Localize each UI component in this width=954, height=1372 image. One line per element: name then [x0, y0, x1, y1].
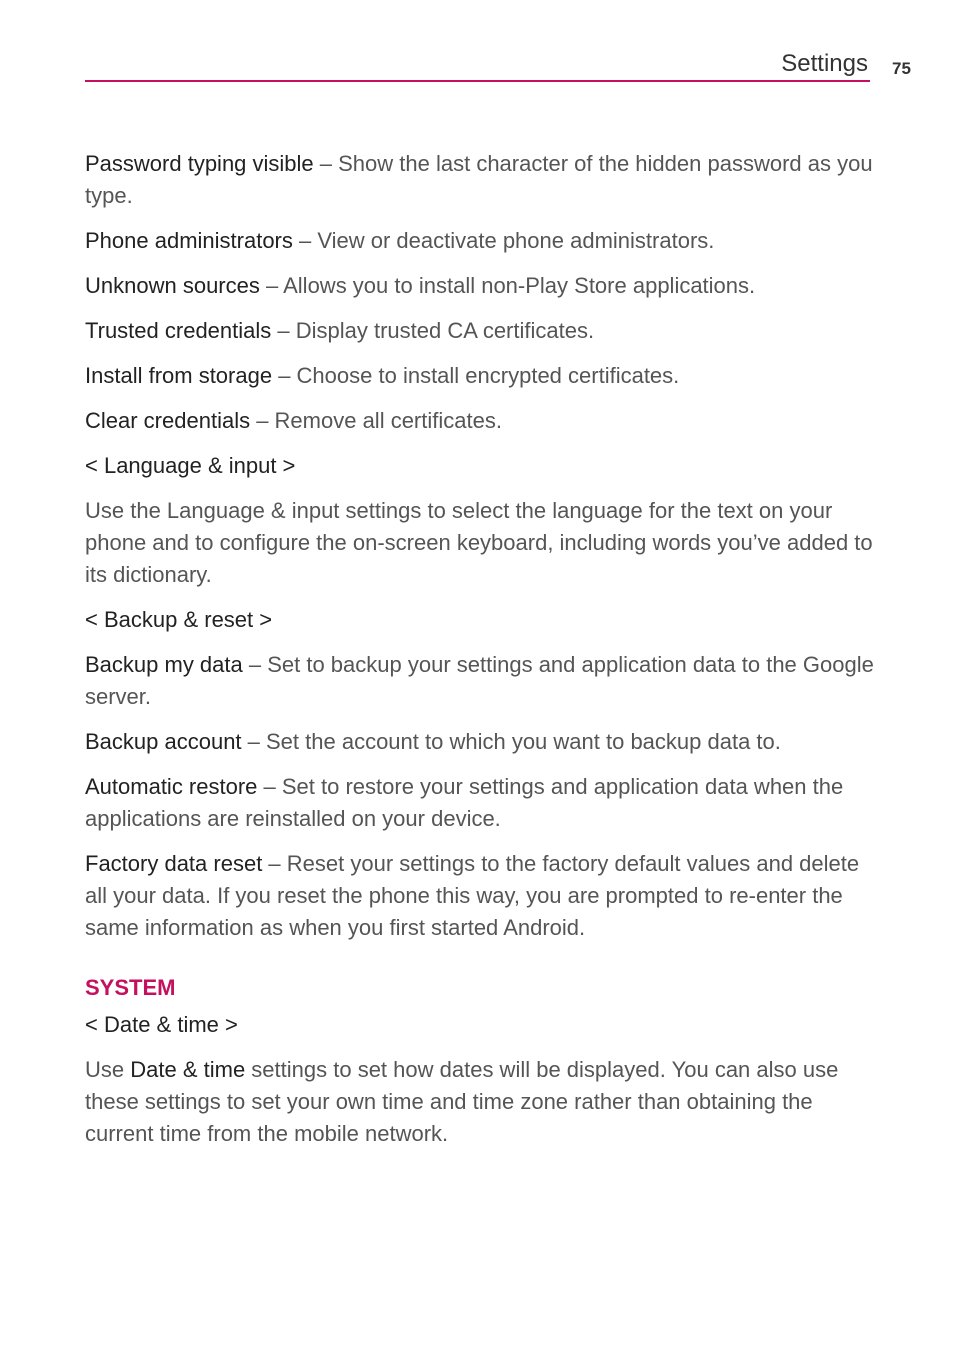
item-term: Automatic restore — [85, 774, 258, 799]
item-desc: – Set to restore your settings and application data when the applications are reinstalled on your device. — [85, 774, 844, 831]
item-desc: – View or deactivate phone administrators. — [292, 228, 715, 253]
item-desc: – Set the account to which you want to backup data to. — [241, 729, 781, 754]
language-input-desc: Use the Language & input settings to select the language for the text on your phone and to configure the on-screen keyboard, including words you’ve added to its dictionary. — [85, 498, 873, 587]
desc-prefix: Use — [85, 1057, 131, 1082]
item-term: Password typing visible — [85, 151, 314, 176]
item-desc: – Set to backup your settings and application data to the Google server. — [85, 652, 874, 709]
item-term: Backup my data — [85, 652, 243, 677]
item-term: Clear credentials — [85, 408, 251, 433]
item-trusted-credentials — [85, 315, 875, 347]
item-backup-my-data — [85, 649, 875, 713]
page-number: 75 — [892, 59, 911, 78]
item-term: Backup account — [85, 729, 242, 754]
item-desc: – Reset your settings to the factory default values and delete all your data. If you reset the phone this way, you are prompted to re-enter the same information as when you first started Android. — [85, 851, 860, 940]
item-term: Trusted credentials — [85, 318, 272, 343]
item-term: Install from storage — [85, 363, 273, 388]
date-time-heading: < Date & time > — [85, 1012, 238, 1037]
item-term: Factory data reset — [85, 851, 263, 876]
header-title: Settings — [781, 50, 868, 77]
item-backup-account — [85, 726, 875, 758]
item-install-from-storage — [85, 360, 875, 392]
page-content — [85, 148, 875, 1163]
item-desc: – Show the last character of the hidden password as you type. — [85, 151, 873, 208]
item-password-typing-visible — [85, 148, 875, 212]
item-phone-administrators — [85, 225, 875, 257]
desc-term: Date & time — [130, 1057, 246, 1082]
item-term: Phone administrators — [85, 228, 293, 253]
item-desc: – Remove all certificates. — [250, 408, 502, 433]
desc-suffix: settings to set how dates will be displayed. You can also use these settings to set your own time and time zone rather than obtaining the current time from the mobile network. — [85, 1057, 839, 1146]
language-input-heading: < Language & input > — [85, 453, 296, 478]
item-clear-credentials — [85, 405, 875, 437]
item-term: Unknown sources — [85, 273, 260, 298]
item-automatic-restore — [85, 771, 875, 835]
item-factory-data-reset — [85, 848, 875, 944]
header-rule — [85, 80, 870, 82]
item-desc: – Display trusted CA certificates. — [271, 318, 595, 343]
item-desc: – Choose to install encrypted certificates. — [272, 363, 680, 388]
page-header — [85, 48, 870, 82]
backup-reset-heading: < Backup & reset > — [85, 607, 273, 632]
date-time-desc — [85, 1054, 875, 1150]
item-desc: – Allows you to install non-Play Store applications. — [259, 273, 756, 298]
item-unknown-sources — [85, 270, 875, 302]
system-section-heading: SYSTEM — [85, 975, 176, 1000]
